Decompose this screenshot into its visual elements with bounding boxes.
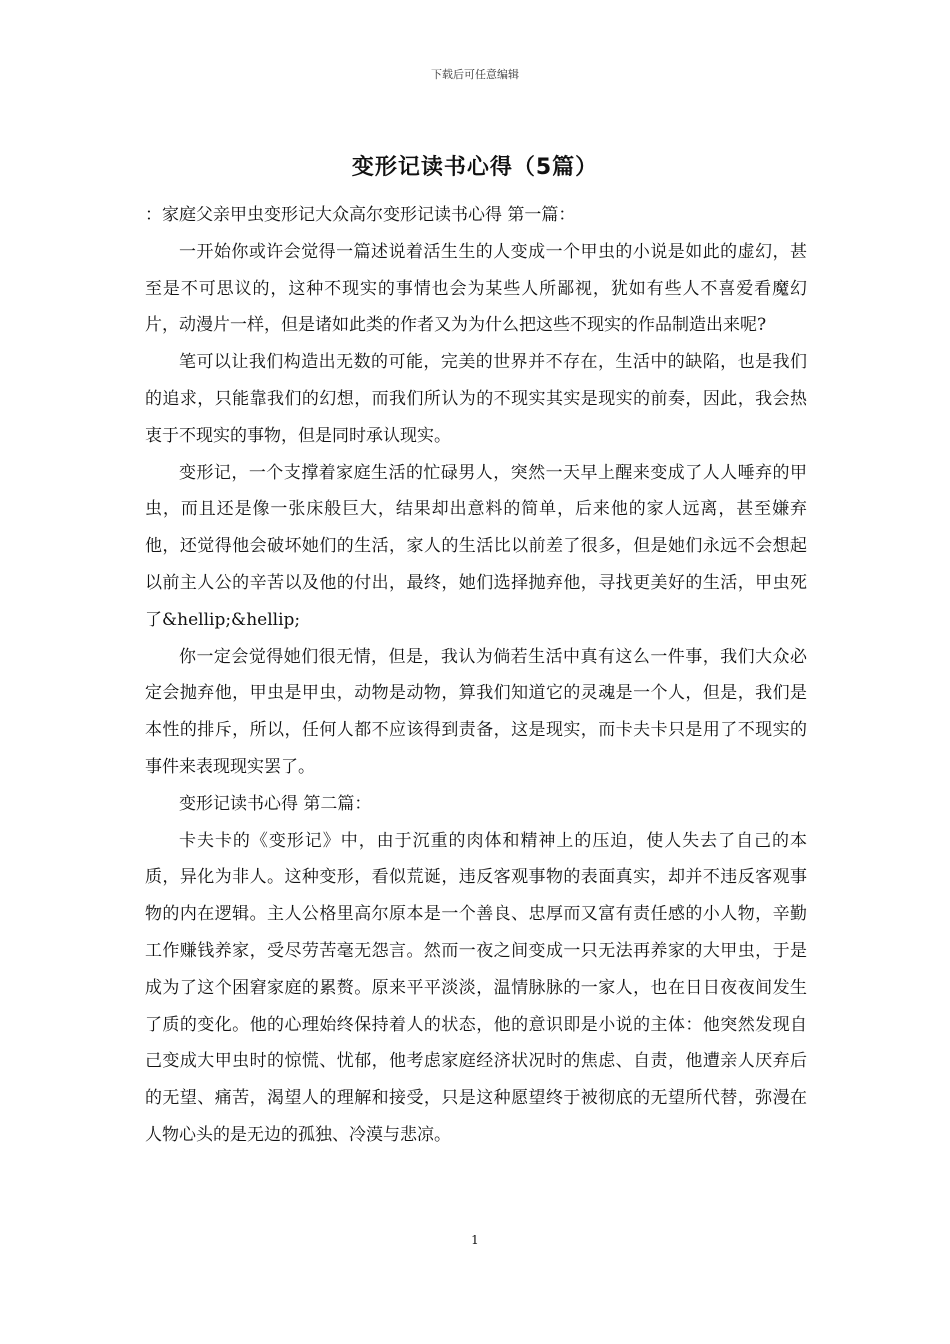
paragraph-4: 你一定会觉得她们很无情，但是，我认为倘若生活中真有这么一件事，我们大众必定会抛弃他，甲虫是甲虫，动物是动物，算我们知道它的灵魂是一个人，但是，我们是本性的排斥，所以，任何人都不应该得到责备，这是现实，而卡夫卡只是用了不现实的事件来表现现实罢了。 <box>145 646 807 777</box>
document-title: 变形记读书心得（5篇） <box>351 155 599 180</box>
paragraph-2: 笔可以让我们构造出无数的可能，完美的世界并不存在，生活中的缺陷，也是我们的追求，只能靠我们的幻想，而我们所认为的不现实其实是现实的前奏，因此，我会热衷于不现实的事物，但是同时承认现实。 <box>145 352 807 446</box>
header-note: 下载后可任意编辑 <box>431 68 519 81</box>
section-heading-2: 变形记读书心得 第二篇： <box>179 793 372 814</box>
paragraph-5: 卡夫卡的《变形记》中，由于沉重的肉体和精神上的压迫，使人失去了自己的本质，异化为非人。这种变形，看似荒诞，违反客观事物的表面真实，却并不违反客观事物的内在逻辑。主人公格里高尔原本是一个善良、忠厚而又富有责任感的小人物，辛勤工作赚钱养家，受尽劳苦毫无怨言。然而一夜之间变成一只无法再养家的大甲虫，于是成为了这个困窘家庭的累赘。原来平平淡淡，温情脉脉的一家人，也在日日夜夜间发生了质的变化。他的心理始终保持着人的状态，他的意识即是小说的主体：他突然发现自己变成大甲虫时的惊慌、忧郁，他考虑家庭经济状况时的焦虑、自责，他遭亲人厌弃后的无望、痛苦，渴望人的理解和接受，只是这种愿望终于被彻底的无望所代替，弥漫在人物心头的是无边的孤独、冷漠与悲凉。 <box>145 830 807 1145</box>
document-body <box>145 197 807 1154</box>
paragraph-3: 变形记，一个支撑着家庭生活的忙碌男人，突然一天早上醒来变成了人人唾弃的甲虫，而且还是像一张床般巨大，结果却出意料的简单，后来他的家人远离，甚至嫌弃他，还觉得他会破坏她们的生活，家人的生活比以前差了很多，但是她们永远不会想起以前主人公的辛苦以及他的付出，最终，她们选择抛弃他，寻找更美好的生活，甲虫死了&hellip;&hellip; <box>145 462 807 630</box>
paragraph-1: 一开始你或许会觉得一篇述说着活生生的人变成一个甲虫的小说是如此的虚幻，甚至是不可思议的，这种不现实的事情也会为某些人所鄙视，犹如有些人不喜爱看魔幻片，动漫片一样，但是诸如此类的作者又为为什么把这些不现实的作品制造出来呢? <box>145 241 807 336</box>
subtitle-line: ：家庭父亲甲虫变形记大众高尔变形记读书心得 第一篇： <box>145 205 576 225</box>
page-number: 1 <box>471 1233 479 1247</box>
